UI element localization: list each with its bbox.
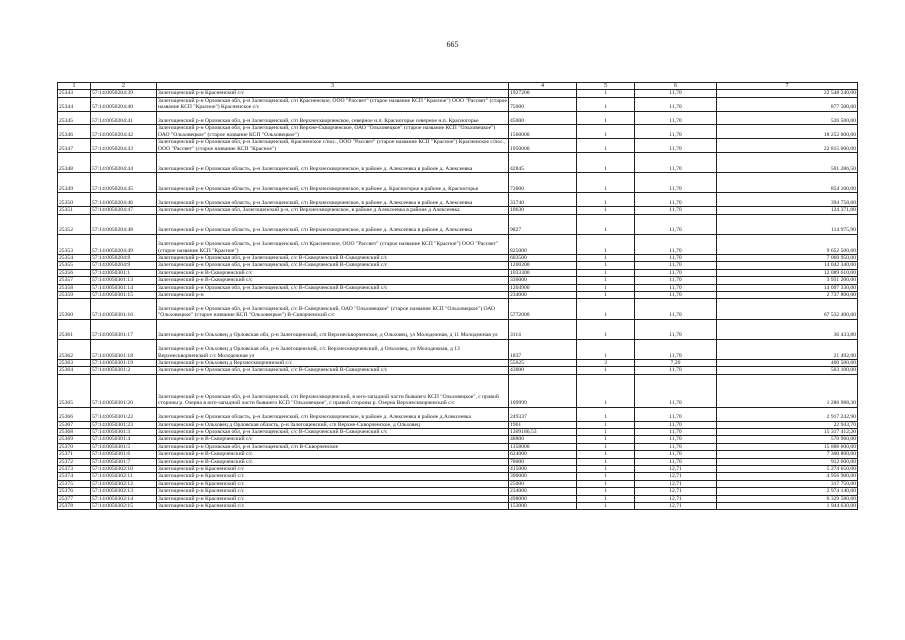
cadastral-number: 57:14:0050204:8 [91,255,157,262]
count-value: 1 [577,207,635,214]
total-value: 1 944 630,00 [717,503,858,510]
row-number: 25347 [58,139,91,153]
cadastral-number: 57:14:0050301:16 [91,299,157,319]
location-description: Залегощенский р-н Орловская обл, р-н Залегощенский, с/п Верхнескворченский, в юго-западной части бывшего КСП "Ольховецкое", с правой стороны р. Озерна в юго-западной части бывшего КСП "Ольховецкое", с правой стороны р. Озерна Верхнескворченский с/с [157,374,509,407]
table-row [58,139,858,153]
location-description: Залегощенский р-н Орловская обл, р-н Залегощенский, с/п Красненское, ООО "Рассвет" (старое название КСП "Красное") ООО "Рассвет" (старое название КСП "Красное") Красненское с/с [158,97,507,111]
total-value: 15 317 412,20 [717,429,858,436]
table-row [58,488,858,495]
rate-value: 11,70 [635,374,717,407]
cadastral-number: 57:14:0050301:22 [91,407,157,421]
count-value: 1 [577,139,635,153]
location-description: Залегощенский р-н Орловская обл, р-н Залегощенский, с/с В-Скворченский В-Скворченский с/с [157,262,509,269]
area-value: 73000 [509,173,577,193]
rate-value: 11,70 [635,153,717,173]
table-row [58,466,858,473]
total-value: 317 750,00 [717,480,858,487]
count-value: 1 [577,407,635,421]
location-description: Залегощенский р-н Орловская область, р-н Залегощенский, с/п Верхнескворченское, в районе д. Алексеевка в районе д. Алексеевка [157,214,509,234]
area-value: 249337 [509,407,577,421]
row-number: 25358 [58,284,91,291]
rate-value: 11,70 [635,234,717,254]
total-value: 5 274 650,00 [717,466,858,473]
count-value: 1 [577,269,635,276]
rate-value: 11,70 [635,139,717,153]
cadastral-number: 57:14:0050302:14 [91,495,157,502]
count-value: 1 [577,436,635,443]
total-value: 1 286 988,30 [717,374,858,407]
table-row [58,319,858,339]
location-description: Залегощенский р-н Ольховец д Орловская обл, р-н Залегощенский, с/п Верхнескворченское, д Ольховец, ул Молодежная, д 11 Молодежная ул [157,319,509,339]
rate-value: 11,70 [635,421,717,428]
row-number: 25351 [58,207,91,214]
row-number: 25372 [58,458,91,465]
total-value: 18 252 000,00 [717,125,858,139]
total-value: 394 758,00 [717,193,858,207]
location-description: Залегощенский р-н Орловская обл, р-н Залегощенский, с/п Верхнескворченское, северное н.п. Красногорье северное н.п. Красногорье [157,111,509,125]
rate-value: 11,70 [635,269,717,276]
table-row [58,339,858,359]
area-value: 1961 [509,421,577,428]
rate-value: 11,70 [635,407,717,421]
cadastral-number: 57:14:0050302:11 [91,473,157,480]
count-value: 1 [577,503,635,510]
rate-value: 11,70 [635,458,717,465]
table-row [58,429,858,436]
table-body [58,90,858,510]
area-value: 55625 [509,360,577,367]
count-value: 1 [577,262,635,269]
rate-value: 11,70 [635,292,717,299]
count-value: 1 [577,125,635,139]
area-value: 5772000 [509,299,577,319]
row-number: 25354 [58,255,91,262]
count-value: 1 [577,466,635,473]
row-number: 25350 [58,193,91,207]
count-value: 1 [577,367,635,374]
table-row [58,480,858,487]
row-number: 25357 [58,277,91,284]
location-description: Залегощенский р-н Орловская обл, р-н Залегощенский, с/с В-Скворченский, ОАО "Ольховецкое" (старое название КСП "Ольховецкое") ОАО "Ольховецкое" (старое название КСП "Ольховецкое") В-Скворченский с/с [157,299,509,319]
total-value: 912 600,00 [717,458,858,465]
total-value: 9 652 500,00 [717,234,858,254]
table-row [58,214,858,234]
location-description: Залегощенский р-н [157,292,509,299]
row-number: 25359 [58,292,91,299]
area-value: 1200200 [509,262,577,269]
count-value: 1 [577,374,635,407]
area-value: 603500 [509,255,577,262]
area-value: 1927200 [509,90,577,97]
row-number: 25343 [58,90,91,97]
location-description: Залегощенский р-н Орловская обл, р-н Залегощенский, с/с В-Скворченский В-Скворченский с/с [157,367,509,374]
count-value: 1 [577,339,635,359]
count-value: 1 [577,495,635,502]
area-value: 153000 [509,503,577,510]
total-value: 114 975,90 [717,214,858,234]
cadastral-number: 57:14:0050301:6 [91,451,157,458]
area-value: 1033300 [509,269,577,276]
column-number-row [58,83,858,90]
rate-value: 11,70 [635,367,717,374]
rate-value: 12,71 [635,503,717,510]
count-value: 1 [577,473,635,480]
row-number: 25374 [58,473,91,480]
rate-value: 11,70 [635,173,717,193]
rate-value: 11,70 [635,255,717,262]
table-row [58,374,858,407]
row-number: 25377 [58,495,91,502]
cadastral-number: 57:14:0050301:14 [91,284,157,291]
location-description: Залегощенский р-н Орловская обл, р-н Залегощенский, с/с В-Скворченский В-Скворченский с/с [157,284,509,291]
table-row [58,234,858,254]
location-description: Залегощенский р-н Орловская область, р-н Залегощенский, с/п Верхнескворченское, в районе д. Красногорье в районе д. Красногорье [157,173,509,193]
location-description: Залегощенский р-н В-Скворченский с/с [157,451,509,458]
location-description: Залегощенский р-н Ольховец д Орловская область, р-н Залегощенский, с/п Верхне-Скворченское, д Ольховец [157,421,509,428]
cadastral-number: 57:14:0050302:10 [91,466,157,473]
count-value: 1 [577,292,635,299]
row-number: 25375 [58,480,91,487]
rate-value: 11,70 [635,451,717,458]
count-value: 1 [577,173,635,193]
location-description: Залегощенский р-н Орловская обл, р-н Залегощенский, Красненское с/пос., ООО "Рассвет" (старое название КСП "Красное") Красненское с/пос., ООО "Рассвет" (старое название КСП "Красное") [157,139,509,153]
table-row [58,173,858,193]
column-header: 3 [157,83,509,90]
cadastral-number: 57:14:0050301:4 [91,436,157,443]
total-value: 4 956 900,00 [717,473,858,480]
row-number: 25362 [58,339,91,359]
rate-value: 12,71 [635,495,717,502]
cadastral-number: 57:14:0050204:41 [91,111,157,125]
area-value: 390000 [509,473,577,480]
count-value: 1 [577,234,635,254]
total-value: 22 943,70 [717,421,858,428]
rate-value: 11,70 [635,277,717,284]
rate-value: 12,71 [635,488,717,495]
location-description: Залегощенский р-н Орловская обл, р-н Залегощенский, с/с В-Скворченский В-Скворченский с/с [157,255,509,262]
area-value: 825000 [509,234,577,254]
rate-value: 11,70 [635,90,717,97]
area-value: 1358000 [509,443,577,450]
total-value: 6 329 580,00 [717,495,858,502]
cadastral-number: 57:14:0050204:42 [91,125,157,139]
column-header: 2 [91,83,157,90]
area-value: 1309180,53 [509,429,577,436]
column-header: 1 [58,83,91,90]
rate-value: 11,70 [635,207,717,214]
row-number: 25368 [58,429,91,436]
table-row [58,451,858,458]
total-value: 2 737 800,00 [717,292,858,299]
area-value: 25000 [509,480,577,487]
cadastral-number: 57:14:0050301:13 [91,277,157,284]
total-value: 124 371,00 [717,207,858,214]
row-number: 25344 [58,97,91,111]
row-number: 25355 [58,262,91,269]
total-value: 22 815 000,00 [717,139,858,153]
total-value: 526 500,00 [717,111,858,125]
cadastral-number: 57:14:0050204:44 [91,153,157,173]
total-value: 854 100,00 [717,173,858,193]
total-value: 2 974 140,00 [717,488,858,495]
cadastral-number: 57:14:0050301:7 [91,458,157,465]
area-value: 415000 [509,466,577,473]
total-value: 67 532 400,00 [717,299,858,319]
column-header: 5 [577,83,635,90]
area-value: 109999 [509,374,577,407]
column-header: 6 [635,83,717,90]
location-description: Залегощенский р-н Ольховец д Орловская обл, р-н Залегощенский, с/с Верхнескворченский, д Ольховец, ул Молодежная, д 13 Верхнескворченский с/с Молодежная ул [157,339,509,359]
area-value: 624000 [509,451,577,458]
table-row [58,436,858,443]
cadastral-number: 57:14:0050204:49 [91,234,157,254]
table-row [58,503,858,510]
cadastral-number: 57:14:0050301:1 [91,269,157,276]
row-number: 25363 [58,360,91,367]
total-value: 503 100,00 [717,367,858,374]
rate-value: 11,70 [635,436,717,443]
total-value: 7 060 950,00 [717,255,858,262]
table-row [58,421,858,428]
total-value: 36 433,80 [717,319,858,339]
row-number: 25352 [58,214,91,234]
cadastral-number: 57:14:0050204:48 [91,214,157,234]
total-value: 21 492,90 [717,339,858,359]
table-row [58,269,858,276]
row-number: 25369 [58,436,91,443]
cadastral-number: 57:14:0050204:45 [91,173,157,193]
table-row [58,367,858,374]
table-row [58,292,858,299]
total-value: 877 500,00 [717,97,858,111]
cadastral-number: 57:14:0050301:23 [91,421,157,428]
cadastral-number: 57:14:0050204:47 [91,207,157,214]
rate-value: 7,20 [635,360,717,367]
row-number: 25360 [58,299,91,319]
area-value: 3114 [509,319,577,339]
area-value: 1950000 [509,139,577,153]
location-description: Залегощенский р-н Красненский с/с [157,466,509,473]
cadastral-number: 57:14:0050301:2 [91,367,157,374]
row-number: 25370 [58,443,91,450]
count-value: 1 [577,90,635,97]
row-number: 25346 [58,125,91,139]
count-value: 1 [577,299,635,319]
location-description: Залегощенский р-н Орловская обл, Залегощенский р-н, с/п Верхнескворченское, в районе д Алексеевка в районе д Алексеевка [157,207,509,214]
total-value: 14 097 330,00 [717,284,858,291]
row-number: 25373 [58,466,91,473]
area-value: 1837 [509,339,577,359]
location-description: Залегощенский р-н Красненский с/с [157,495,509,502]
rate-value: 11,70 [635,429,717,436]
table-row [58,207,858,214]
row-number: 25378 [58,503,91,510]
total-value: 501 286,50 [717,153,858,173]
cadastral-number: 57:14:0050302:13 [91,488,157,495]
rate-value: 12,71 [635,466,717,473]
column-header: 4 [509,83,577,90]
location-description: Залегощенский р-н В-Скворченский с/с [157,269,509,276]
row-number: 25356 [58,269,91,276]
row-number: 25364 [58,367,91,374]
total-value: 7 300 800,00 [717,451,858,458]
table-row [58,443,858,450]
count-value: 1 [577,443,635,450]
table-row [58,125,858,139]
cadastral-number: 57:14:0050301:3 [91,429,157,436]
table-row [58,407,858,421]
location-description: Залегощенский р-н Орловская область, р-н Залегощенский, с/п Верхнескворченское, в районе д. Алексеевка в районе д.Алексеевка [157,407,509,421]
total-value: 14 042 340,00 [717,262,858,269]
table-row [58,262,858,269]
rate-value: 11,70 [635,319,717,339]
table-row [58,97,858,111]
rate-value: 11,70 [635,284,717,291]
row-number: 25367 [58,421,91,428]
location-description: Залегощенский р-н В-Скворченский с/с [157,458,509,465]
rate-value: 11,70 [635,214,717,234]
table-row [58,473,858,480]
location-description: Залегощенский р-н Красненский с/с [157,473,509,480]
area-value: 48800 [509,436,577,443]
count-value: 1 [577,284,635,291]
count-value: 1 [577,153,635,173]
area-value: 75000 [509,97,577,111]
row-number: 25376 [58,488,91,495]
rate-value: 11,70 [635,443,717,450]
total-value: 2 917 242,90 [717,407,858,421]
area-value: 33740 [509,193,577,207]
total-value: 3 931 200,00 [717,277,858,284]
table-row [58,458,858,465]
count-value: 1 [577,111,635,125]
total-value: 570 960,00 [717,436,858,443]
count-value: 1 [577,214,635,234]
cadastral-number: 57:14:0050204:39 [91,90,157,97]
cadastral-number: 57:14:0050301:5 [91,443,157,450]
area-value: 45000 [509,111,577,125]
row-number: 25353 [58,234,91,254]
table-row [58,277,858,284]
location-description: Залегощенский р-н Красненский с/с [157,480,509,487]
location-description: Залегощенский р-н Ольховец д Верхнескворчинский с/с [157,360,509,367]
location-description: Залегощенский р-н В-Скворченский с/с [157,436,509,443]
area-value: 498000 [509,495,577,502]
table-row [58,284,858,291]
cadastral-number: 57:14:0050302:12 [91,480,157,487]
location-description: Залегощенский р-н Орловская обл, р-н Залегощенский, с/п В-Скворченское [157,443,509,450]
location-description: Залегощенский р-н Красненский с/с [157,90,509,97]
rate-value: 11,70 [635,299,717,319]
table-row [58,360,858,367]
count-value: 3 [577,360,635,367]
count-value: 1 [577,458,635,465]
count-value: 1 [577,319,635,339]
location-description: Залегощенский р-н Орловская область, р-н Залегощенский, с/п Верхнескворченское, в районе д. Алексеевка в районе д. Алексеевка [157,193,509,207]
count-value: 1 [577,429,635,436]
count-value: 1 [577,480,635,487]
cadastral-number: 57:14:0050204:46 [91,193,157,207]
area-value: 234000 [509,488,577,495]
location-description: Залегощенский р-н Орловская обл, р-н Залегощенский, с/п Верхне-Скворченское, ОАО "Ольховецкое" (старое название КСП "Ольховецкое") ОАО "Ольховецкое" (старое название КСП "Ольховецкое") [157,125,509,139]
rate-value: 11,70 [635,339,717,359]
table-row [58,299,858,319]
count-value: 1 [577,451,635,458]
rate-value: 11,70 [635,125,717,139]
location-description: Залегощенский р-н Красненский с/с [157,488,509,495]
table-row [58,255,858,262]
cadastral-number: 57:14:0050301:20 [91,374,157,407]
count-value: 1 [577,488,635,495]
row-number: 25366 [58,407,91,421]
row-number: 25371 [58,451,91,458]
location-description: Залегощенский р-н Орловская область, р-н Залегощенский, с/п Верхнескворченское, в районе д. Алексеевка в районе д. Алексеевка [157,153,509,173]
total-value: 15 888 600,00 [717,443,858,450]
rate-value: 12,71 [635,480,717,487]
count-value: 1 [577,421,635,428]
count-value: 1 [577,97,635,111]
location-description: Залегощенский р-н Орловская область, р-н Залегощенский, с/п Красненское, ООО "Рассвет" (старое название КСП "Красное") ООО "Рассвет" (старое название КСП "Красное") [157,234,509,254]
count-value: 1 [577,193,635,207]
table-row [58,111,858,125]
cadastral-number: 57:14:0050301:19 [91,360,157,367]
cadastral-number: 57:14:0050302:15 [91,503,157,510]
area-value: 9827 [509,214,577,234]
page-number: 665 [446,40,459,49]
cadastral-number: 57:14:0050204:43 [91,139,157,153]
cadastral-number: 57:14:0050204:40 [91,97,157,111]
cadastral-number: 57:14:0050301:15 [91,292,157,299]
area-value: 1560000 [509,125,577,139]
cadastral-number: 57:14:0050204:9 [91,262,157,269]
column-header: 7 [717,83,858,90]
table-row [58,193,858,207]
row-number: 25348 [58,153,91,173]
location-description: Залегощенский р-н В-Скворченский с/с [157,277,509,284]
total-value: 12 089 610,00 [717,269,858,276]
location-description: Залегощенский р-н Красненский с/с [157,503,509,510]
area-value: 336000 [509,277,577,284]
row-number: 25345 [58,111,91,125]
area-value: 43000 [509,367,577,374]
area-value: 42845 [509,153,577,173]
land-register-table [57,82,858,510]
rate-value: 11,70 [635,111,717,125]
rate-value: 12,71 [635,473,717,480]
cadastral-number: 57:14:0050301:18 [91,339,157,359]
total-value: 22 548 240,00 [717,90,858,97]
area-value: 1204900 [509,284,577,291]
table-row [58,495,858,502]
table-row [58,153,858,173]
total-value: 400 500,00 [717,360,858,367]
row-number: 25365 [58,374,91,407]
rate-value: 11,70 [635,262,717,269]
area-value: 234000 [509,292,577,299]
cadastral-number: 57:14:0050301:17 [91,319,157,339]
row-number: 25361 [58,319,91,339]
count-value: 1 [577,255,635,262]
row-number: 25349 [58,173,91,193]
rate-value: 11,70 [635,193,717,207]
count-value: 1 [577,277,635,284]
rate-value: 11,70 [635,97,717,111]
table-row [58,90,858,97]
area-value: 78000 [509,458,577,465]
area-value: 10630 [509,207,577,214]
location-description: Залегощенский р-н Орловская обл, р-н Залегощенский, с/с В-Скворченский В-Скворченский с/с [157,429,509,436]
